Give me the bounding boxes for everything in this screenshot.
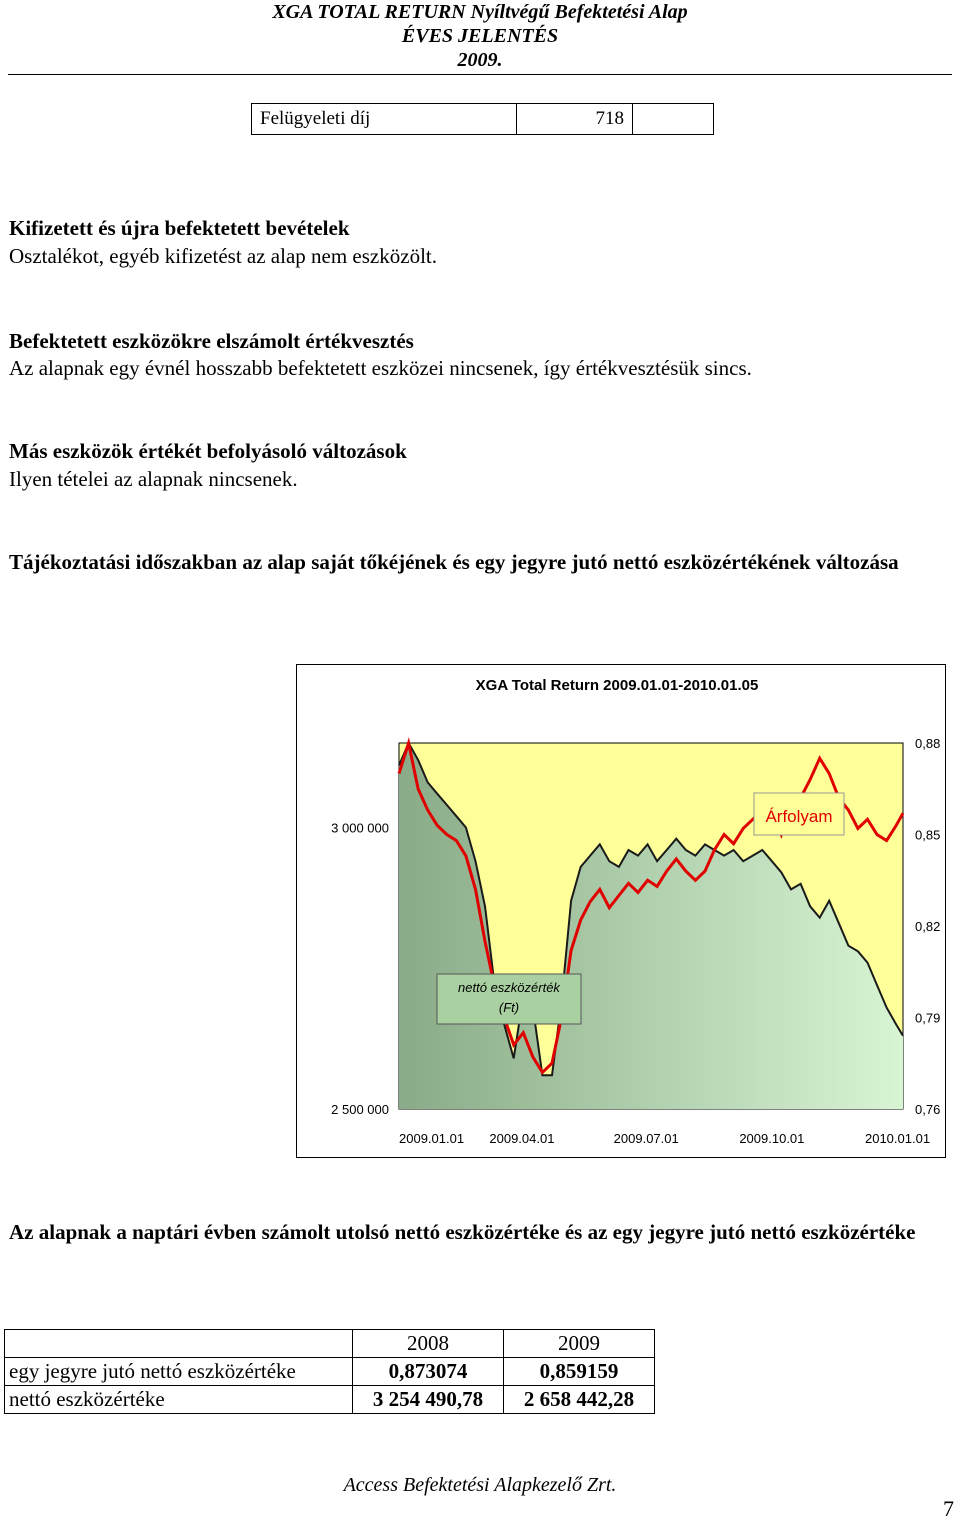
header-cell-2008: 2008 xyxy=(353,1330,504,1358)
supervisory-fee-table xyxy=(251,103,714,135)
legend-label-nav-unit: (Ft) xyxy=(498,1000,520,1015)
fee-empty-cell xyxy=(633,104,714,135)
total-nav-2008: 3 254 490,78 xyxy=(353,1386,504,1414)
y-left-tick-label: 3 000 000 xyxy=(331,820,389,836)
legend-label-price: Árfolyam xyxy=(765,807,833,826)
nav-chart-svg xyxy=(297,665,945,1157)
header-divider xyxy=(8,74,952,75)
header-cell-empty xyxy=(5,1330,353,1358)
unit-nav-2009: 0,859159 xyxy=(504,1358,655,1386)
chart-title: XGA Total Return 2009.01.01-2010.01.05 xyxy=(475,677,759,694)
table-header-row xyxy=(5,1330,655,1358)
table-row xyxy=(5,1358,655,1386)
unit-nav-2008: 0,873074 xyxy=(353,1358,504,1386)
row-label-unit-nav: egy jegyre jutó nettó eszközértéke xyxy=(5,1358,353,1386)
section-title-impairment: Befektetett eszközökre elszámolt értékvesztés xyxy=(9,329,414,353)
report-year: 2009. xyxy=(457,49,503,71)
report-fund-title: XGA TOTAL RETURN Nyíltvégű Befektetési Alap xyxy=(272,1,688,23)
report-type: ÉVES JELENTÉS xyxy=(401,25,559,47)
chart-section-heading: Tájékoztatási időszakban az alap saját tőkéjének és egy jegyre jutó nettó eszközértékének változása xyxy=(9,550,899,574)
y-right-tick-label: 0,82 xyxy=(915,919,941,934)
y-right-tick-label: 0,79 xyxy=(915,1010,941,1026)
y-right-tick-label: 0,88 xyxy=(915,736,941,751)
total-nav-2009: 2 658 442,28 xyxy=(504,1386,655,1414)
x-tick-label: 2009.01.01 xyxy=(399,1131,465,1146)
nav-summary-table xyxy=(4,1329,655,1414)
y-right-tick-label: 0,85 xyxy=(915,827,941,843)
footer-company: Access Befektetési Alapkezelő Zrt. xyxy=(343,1474,617,1496)
table-row xyxy=(252,104,714,135)
y-left-tick-label: 2 500 000 xyxy=(331,1102,389,1117)
x-tick-label: 2010.01.01 xyxy=(864,1131,931,1146)
y-right-tick-label: 0,76 xyxy=(915,1102,941,1117)
header-cell-2009: 2009 xyxy=(504,1330,655,1358)
section-body-distributions: Osztalékot, egyéb kifizetést az alap nem eszközölt. xyxy=(9,244,437,268)
fee-value: 718 xyxy=(517,104,633,135)
page-number: 7 xyxy=(943,1496,954,1521)
section-title-other-changes: Más eszközök értékét befolyásoló változások xyxy=(9,439,407,463)
table-row xyxy=(5,1386,655,1414)
nav-section-title: Az alapnak a naptári évben számolt utolsó nettó eszközértéke és az egy jegyre jutó nettó eszközértéke xyxy=(9,1220,916,1244)
section-body-other-changes: Ilyen tételei az alapnak nincsenek. xyxy=(9,467,298,491)
section-title-distributions: Kifizetett és újra befektetett bevételek xyxy=(9,216,350,240)
fee-label: Felügyeleti díj xyxy=(252,104,517,135)
x-tick-label: 2009.10.01 xyxy=(739,1131,805,1146)
x-tick-label: 2009.07.01 xyxy=(613,1131,679,1146)
nav-chart xyxy=(296,664,946,1158)
x-tick-label: 2009.04.01 xyxy=(489,1131,555,1146)
row-label-total-nav: nettó eszközértéke xyxy=(5,1386,353,1414)
section-body-impairment: Az alapnak egy évnél hosszabb befektetett eszközei nincsenek, így értékvesztésük sincs. xyxy=(9,356,752,380)
legend-label-nav: nettó eszközérték xyxy=(458,980,560,995)
